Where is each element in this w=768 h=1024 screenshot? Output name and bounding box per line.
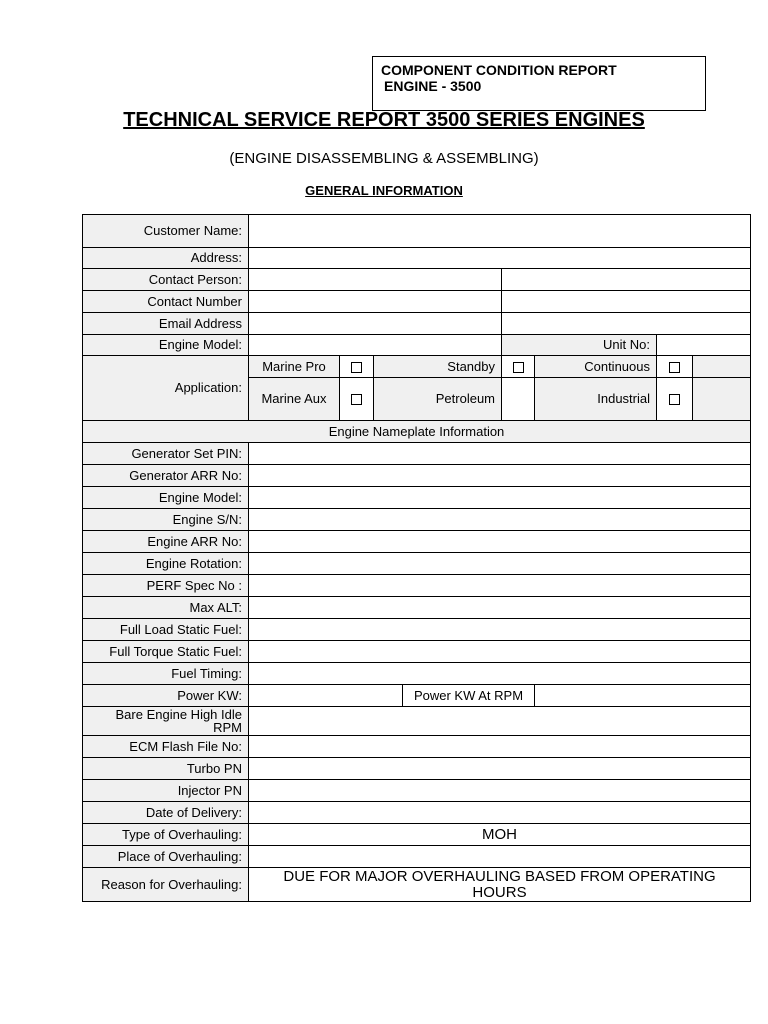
full-load-static-fuel-label: Full Load Static Fuel: [83, 619, 249, 641]
nameplate-heading: Engine Nameplate Information [83, 421, 751, 443]
power-kw-at-rpm-label: Power KW At RPM [403, 685, 535, 707]
continuous-label: Continuous [535, 356, 657, 378]
contact-number-field[interactable] [249, 291, 502, 313]
place-of-overhauling-label: Place of Overhauling: [83, 846, 249, 868]
page-subtitle: (ENGINE DISASSEMBLING & ASSEMBLING) [229, 150, 539, 167]
section-heading: GENERAL INFORMATION [305, 183, 463, 198]
generator-arr-no-field[interactable] [249, 465, 751, 487]
power-kw-label: Power KW: [83, 685, 249, 707]
injector-pn-label: Injector PN [83, 780, 249, 802]
application-filler [693, 356, 751, 378]
marine-pro-label: Marine Pro [249, 356, 340, 378]
turbo-pn-label: Turbo PN [83, 758, 249, 780]
customer-name-field[interactable] [249, 215, 751, 248]
email-address-field[interactable] [249, 313, 502, 335]
unit-no-field[interactable] [657, 335, 751, 356]
perf-spec-no-field[interactable] [249, 575, 751, 597]
engine-rotation-field[interactable] [249, 553, 751, 575]
standby-checkbox[interactable] [502, 356, 535, 378]
checkbox-icon [669, 362, 680, 373]
place-of-overhauling-field[interactable] [249, 846, 751, 868]
generator-set-pin-field[interactable] [249, 443, 751, 465]
reason-for-overhauling-value[interactable]: DUE FOR MAJOR OVERHAULING BASED FROM OPERATING HOURS [249, 868, 751, 902]
address-field[interactable] [249, 248, 751, 269]
address-label: Address: [83, 248, 249, 269]
unit-no-label: Unit No: [502, 335, 657, 356]
max-alt-label: Max ALT: [83, 597, 249, 619]
ecm-flash-file-no-label: ECM Flash File No: [83, 736, 249, 758]
engine-model-field[interactable] [249, 335, 502, 356]
date-of-delivery-field[interactable] [249, 802, 751, 824]
marine-pro-checkbox[interactable] [340, 356, 374, 378]
checkbox-icon [351, 394, 362, 405]
nameplate-engine-model-label: Engine Model: [83, 487, 249, 509]
engine-sn-label: Engine S/N: [83, 509, 249, 531]
checkbox-icon [351, 362, 362, 373]
industrial-label: Industrial [535, 378, 657, 421]
email-address-extra-field[interactable] [502, 313, 751, 335]
full-torque-static-fuel-label: Full Torque Static Fuel: [83, 641, 249, 663]
turbo-pn-field[interactable] [249, 758, 751, 780]
petroleum-checkbox[interactable] [502, 378, 535, 421]
petroleum-label: Petroleum [374, 378, 502, 421]
contact-person-field[interactable] [249, 269, 502, 291]
contact-number-label: Contact Number [83, 291, 249, 313]
engine-rotation-label: Engine Rotation: [83, 553, 249, 575]
power-kw-field[interactable] [249, 685, 403, 707]
nameplate-engine-model-field[interactable] [249, 487, 751, 509]
generator-set-pin-label: Generator Set PIN: [83, 443, 249, 465]
full-load-static-fuel-field[interactable] [249, 619, 751, 641]
date-of-delivery-label: Date of Delivery: [83, 802, 249, 824]
report-type-box [372, 56, 706, 111]
contact-person-extra-field[interactable] [502, 269, 751, 291]
report-type-line2: ENGINE - 3500 [384, 78, 482, 94]
application-label: Application: [83, 356, 249, 421]
generator-arr-no-label: Generator ARR No: [83, 465, 249, 487]
full-torque-static-fuel-field[interactable] [249, 641, 751, 663]
general-information-table [82, 214, 751, 902]
engine-arr-no-label: Engine ARR No: [83, 531, 249, 553]
industrial-checkbox[interactable] [657, 378, 693, 421]
marine-aux-checkbox[interactable] [340, 378, 374, 421]
contact-person-label: Contact Person: [83, 269, 249, 291]
application-filler-2 [693, 378, 751, 421]
checkbox-icon [513, 362, 524, 373]
engine-arr-no-field[interactable] [249, 531, 751, 553]
contact-number-extra-field[interactable] [502, 291, 751, 313]
continuous-checkbox[interactable] [657, 356, 693, 378]
standby-label: Standby [374, 356, 502, 378]
page-title: TECHNICAL SERVICE REPORT 3500 SERIES ENGINES [123, 109, 645, 131]
reason-for-overhauling-label: Reason for Overhauling: [83, 868, 249, 902]
report-type-line1: COMPONENT CONDITION REPORT [381, 62, 617, 78]
email-address-label: Email Address [83, 313, 249, 335]
type-of-overhauling-label: Type of Overhauling: [83, 824, 249, 846]
perf-spec-no-label: PERF Spec No : [83, 575, 249, 597]
fuel-timing-field[interactable] [249, 663, 751, 685]
customer-name-label: Customer Name: [83, 215, 249, 248]
checkbox-icon [669, 394, 680, 405]
bare-engine-high-idle-rpm-label: Bare Engine High Idle RPM [83, 707, 249, 736]
max-alt-field[interactable] [249, 597, 751, 619]
engine-sn-field[interactable] [249, 509, 751, 531]
fuel-timing-label: Fuel Timing: [83, 663, 249, 685]
marine-aux-label: Marine Aux [249, 378, 340, 421]
power-kw-at-rpm-field[interactable] [535, 685, 751, 707]
bare-engine-high-idle-rpm-field[interactable] [249, 707, 751, 736]
engine-model-label: Engine Model: [83, 335, 249, 356]
type-of-overhauling-value[interactable]: MOH [249, 824, 751, 846]
ecm-flash-file-no-field[interactable] [249, 736, 751, 758]
injector-pn-field[interactable] [249, 780, 751, 802]
